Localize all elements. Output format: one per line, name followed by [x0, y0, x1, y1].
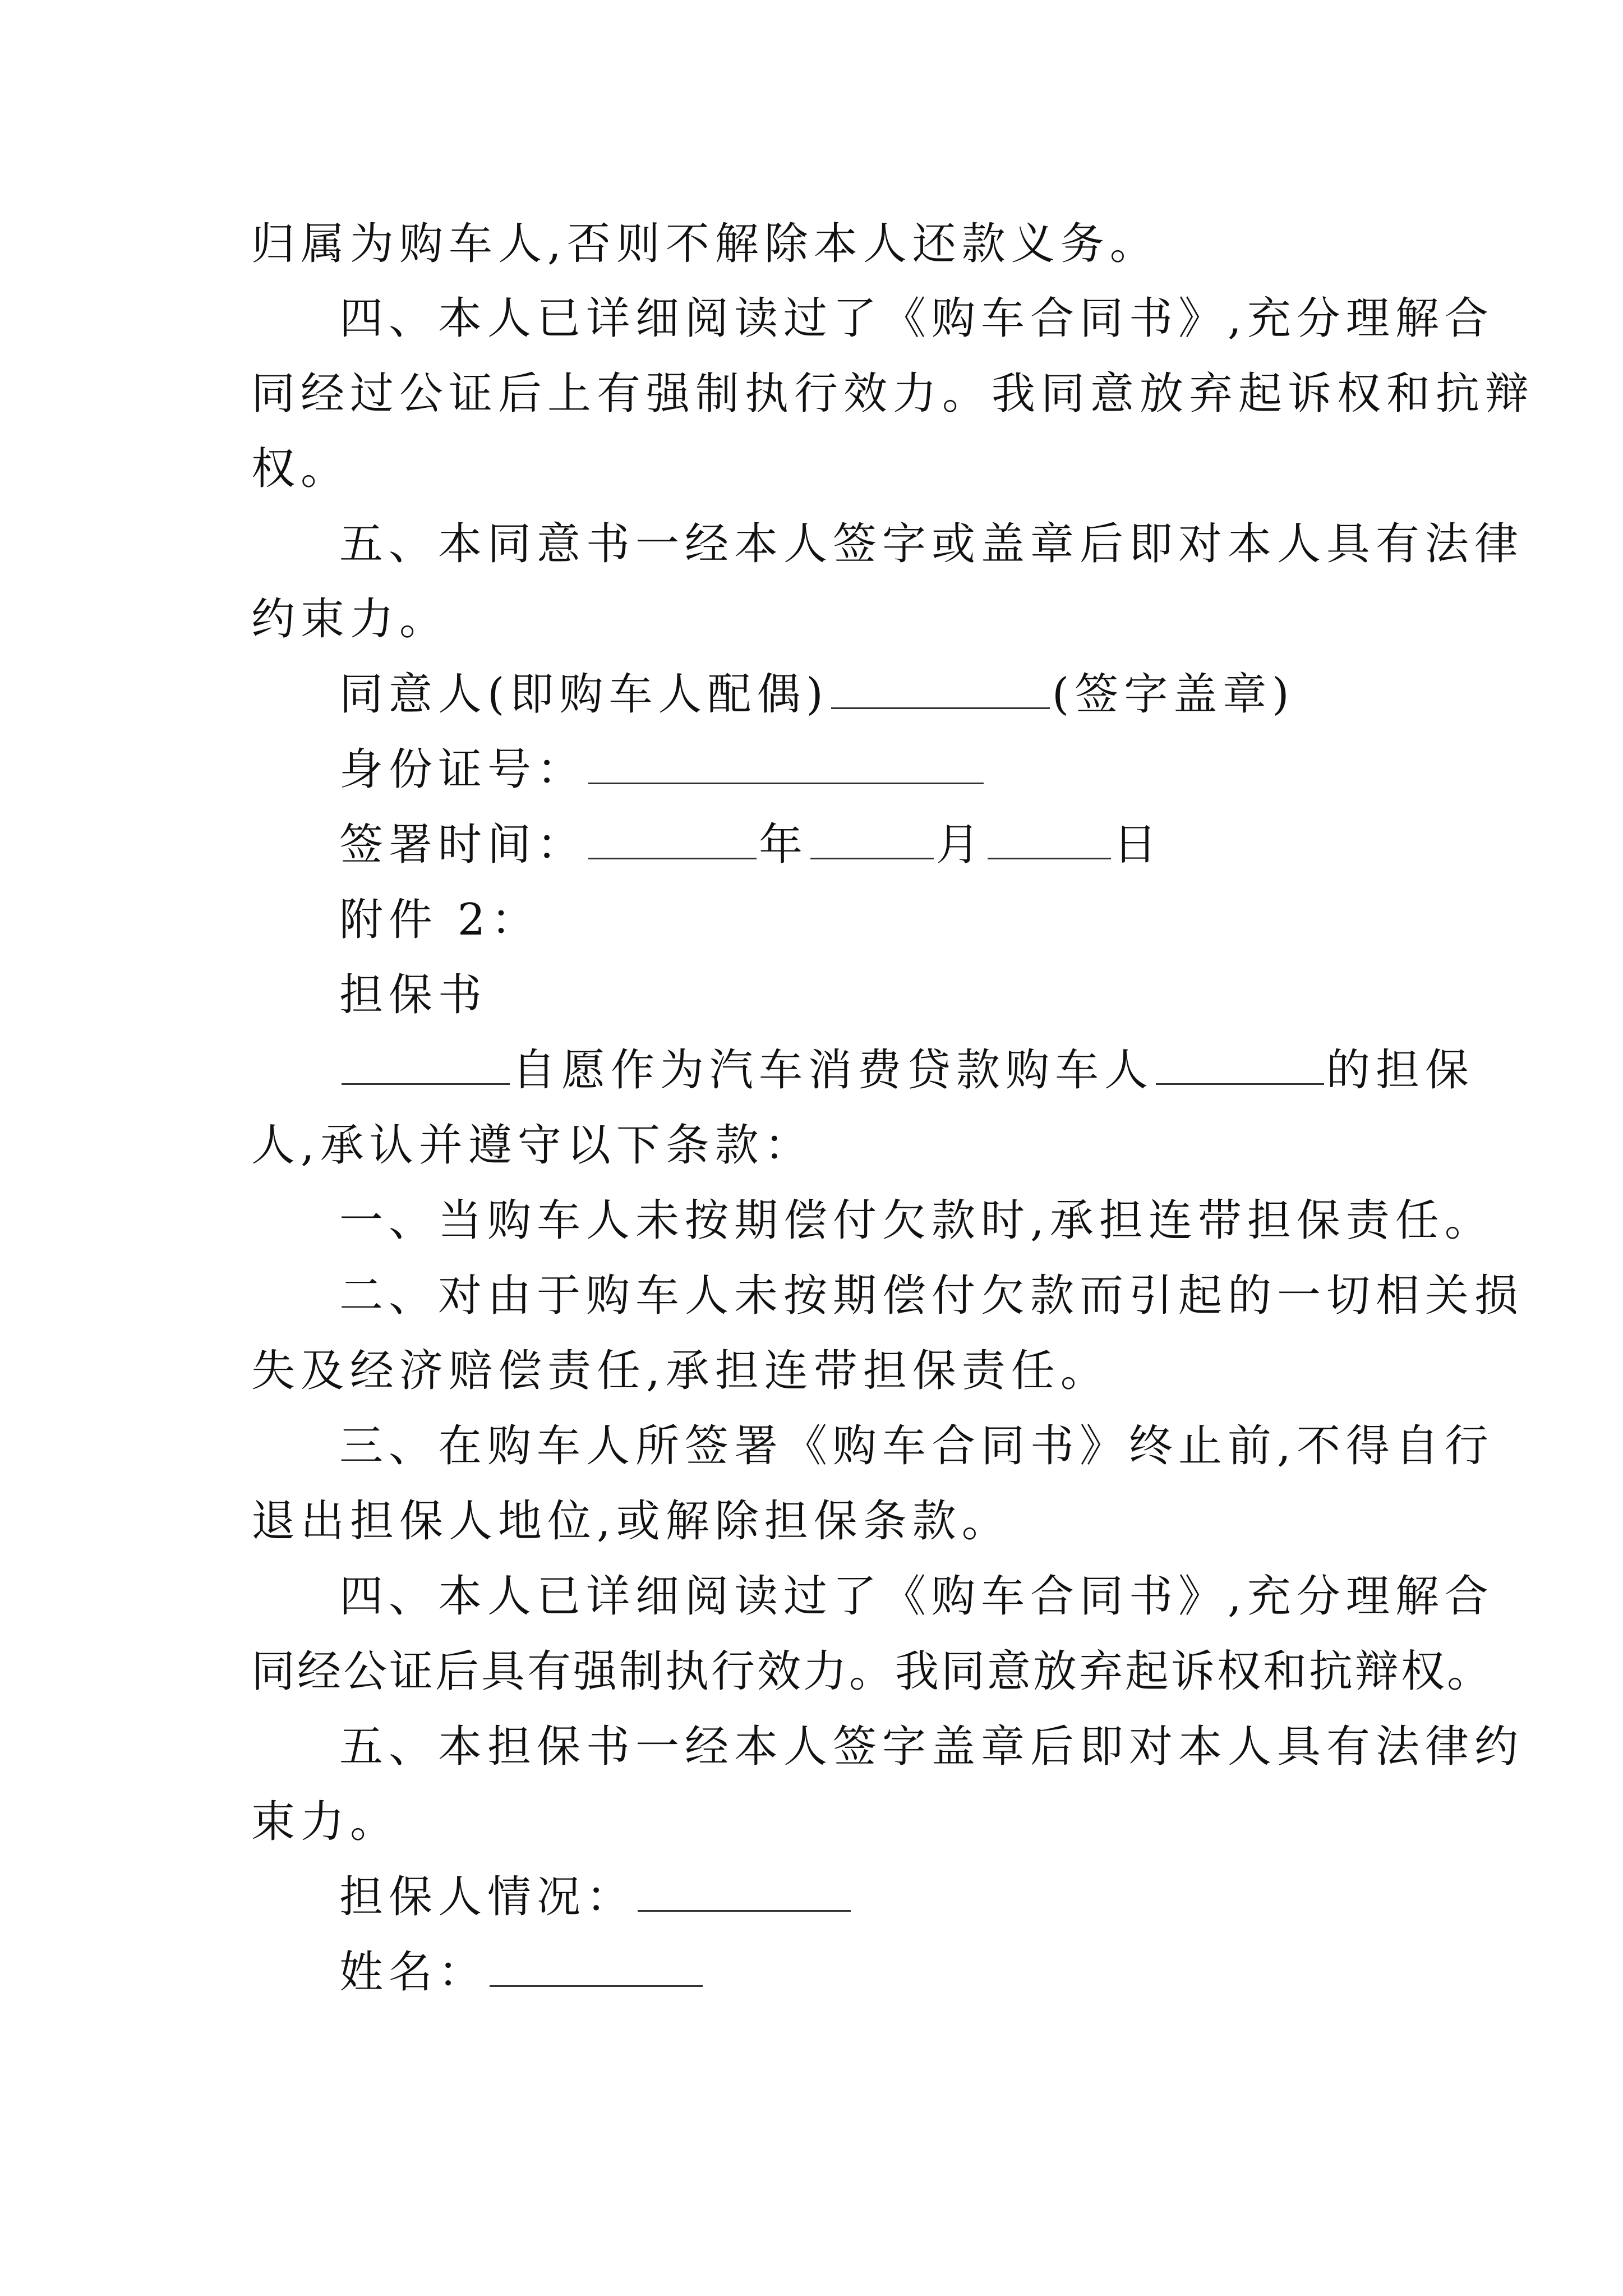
clause-line: 束力。 — [251, 1797, 400, 1847]
clause-line: 同经公证后具有强制执行效力。我同意放弃起诉权和抗辩权。 — [251, 1646, 1493, 1697]
paragraph-line: 归属为购车人,否则不解除本人还款义务。 — [251, 219, 1159, 269]
paragraph-line: 同经过公证后上有强制执行效力。我同意放弃起诉权和抗辩 — [251, 369, 1535, 419]
guarantor-info-line — [339, 1869, 1478, 1925]
guarantor-info-blank[interactable] — [638, 1873, 851, 1912]
day-label: 日 — [1113, 820, 1163, 870]
signature-blank[interactable] — [831, 670, 1050, 709]
id-number-label: 身份证号： — [339, 744, 587, 795]
id-number-blank[interactable] — [588, 746, 984, 784]
clause-line: 退出担保人地位,或解除担保条款。 — [251, 1496, 1011, 1547]
paragraph-line: 人,承认并遵守以下条款： — [251, 1120, 814, 1171]
name-line — [339, 1944, 1478, 2000]
guarantor-info-label: 担保人情况： — [339, 1872, 636, 1922]
clause-line: 四、本人已详细阅读过了《购车合同书》,充分理解合 — [339, 1571, 1494, 1622]
name-blank[interactable] — [490, 1948, 703, 1987]
paragraph-line: 约束力。 — [251, 594, 449, 645]
guarantor-name-blank[interactable] — [342, 1046, 510, 1085]
year-label: 年 — [759, 820, 809, 870]
name-label: 姓名： — [339, 1947, 488, 1998]
month-label: 月 — [936, 820, 986, 870]
sign-date-line — [339, 817, 1478, 873]
paragraph-line: 五、本同意书一经本人签字或盖章后即对本人具有法律 — [339, 519, 1524, 569]
guarantee-intro-middle: 自愿作为汽车消费贷款购车人 — [512, 1045, 1154, 1096]
clause-line: 失及经济赔偿责任,承担连带担保责任。 — [251, 1346, 1110, 1396]
guarantee-intro-end: 的担保 — [1326, 1045, 1475, 1096]
guarantee-title: 担保书 — [339, 970, 488, 1020]
paragraph-line: 权。 — [251, 444, 351, 494]
buyer-name-blank[interactable] — [1156, 1046, 1324, 1085]
clause-line: 五、本担保书一经本人签字盖章后即对本人具有法律约 — [339, 1722, 1524, 1772]
guarantee-intro-line — [339, 1042, 1478, 1098]
day-blank[interactable] — [988, 821, 1111, 859]
month-blank[interactable] — [810, 821, 934, 859]
id-number-line — [339, 742, 1478, 798]
sign-date-label: 签署时间： — [339, 820, 587, 870]
attachment-label: 附件 2： — [339, 895, 541, 945]
clause-line: 一、当购车人未按期偿付欠款时,承担连带担保责任。 — [339, 1195, 1494, 1246]
consent-signature-line — [339, 666, 1478, 723]
clause-line: 二、对由于购车人未按期偿付欠款而引起的一切相关损 — [339, 1271, 1524, 1321]
signature-suffix: (签字盖章) — [1052, 669, 1295, 720]
paragraph-line: 四、本人已详细阅读过了《购车合同书》,充分理解合 — [339, 293, 1494, 344]
consent-signature-label: 同意人(即购车人配偶) — [339, 669, 829, 720]
year-blank[interactable] — [588, 821, 757, 859]
clause-line: 三、在购车人所签署《购车合同书》终止前,不得自行 — [339, 1421, 1494, 1471]
